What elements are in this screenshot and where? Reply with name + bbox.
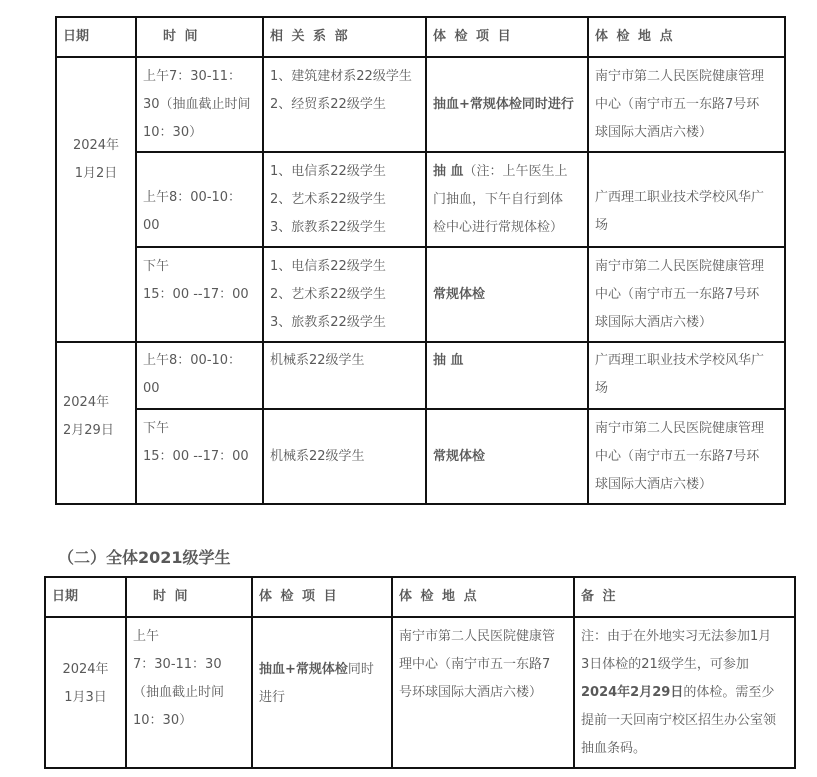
exam-location-cell: 南宁市第二人民医院健康管理 中心（南宁市五一东路7号环 球国际大酒店六楼） [588,409,785,504]
department-cell: 机械系22级学生 [263,342,426,409]
exam-location-cell: 南宁市第二人民医院健康管理 中心（南宁市五一东路7号环 球国际大酒店六楼） [588,57,785,152]
header-date: 日期 [45,577,126,617]
exam-location-cell: 广西理工职业技术学校风华广 场 [588,342,785,409]
header-exam-location: 体 检 地 点 [392,577,574,617]
table-row [56,57,785,152]
header-exam-item: 体 检 项 目 [426,17,588,57]
header-department: 相 关 系 部 [263,17,426,57]
exam-location-cell: 南宁市第二人民医院健康管 理中心（南宁市五一东路7 号环球国际大酒店六楼） [392,617,574,768]
department-cell: 1、电信系22级学生 2、艺术系22级学生 3、旅教系22级学生 [263,247,426,342]
date-cell: 2024年 1月2日 [56,57,136,342]
table-row [56,342,785,409]
time-cell: 上午7：30-11： 30（抽血截止时间 10：30） [136,57,263,152]
exam-item-cell: 常规体检 [426,247,588,342]
time-cell: 下午 15：00 --17：00 [136,247,263,342]
date-cell: 2024年 1月3日 [45,617,126,768]
time-cell: 上午8：00-10： 00 [136,342,263,409]
exam-item-cell: 常规体检 [426,409,588,504]
highlighted-date: 2024年2月29日 [581,685,684,700]
header-exam-item: 体 检 项 目 [252,577,392,617]
table-row [56,152,785,247]
header-exam-location: 体 检 地 点 [588,17,785,57]
schedule-table-2021 [44,576,796,769]
header-remarks: 备 注 [574,577,795,617]
table-row [45,617,795,768]
department-cell: 1、电信系22级学生 2、艺术系22级学生 3、旅教系22级学生 [263,152,426,247]
exam-item-cell: 抽血+常规体检同时进行 [426,57,588,152]
exam-location-cell: 南宁市第二人民医院健康管理 中心（南宁市五一东路7号环 球国际大酒店六楼） [588,247,785,342]
remarks-cell: 注：由于在外地实习无法参加1月 3日体检的21级学生，可参加 2024年2月29日的体检。需至少 提前一天回南宁校区招生办公室领 抽血条码。 [574,617,795,768]
table-header-row [56,17,785,57]
date-cell: 2024年 2月29日 [56,342,136,504]
header-time: 时 间 [126,577,252,617]
exam-item-cell: 抽 血（注：上午医生上 门抽血，下午自行到体 检中心进行常规体检） [426,152,588,247]
department-cell: 机械系22级学生 [263,409,426,504]
schedule-table-2022 [55,16,786,505]
header-time: 时 间 [136,17,263,57]
table-row [56,247,785,342]
exam-location-cell: 广西理工职业技术学校风华广 场 [588,152,785,247]
table-header-row [45,577,795,617]
time-cell: 上午8：00-10： 00 [136,152,263,247]
table-row [56,409,785,504]
time-cell: 上午 7：30-11：30 （抽血截止时间 10：30） [126,617,252,768]
department-cell: 1、建筑建材系22级学生 2、经贸系22级学生 [263,57,426,152]
header-date: 日期 [56,17,136,57]
time-cell: 下午 15：00 --17：00 [136,409,263,504]
section-heading-2021: （二）全体2021级学生 [58,548,231,567]
exam-item-cell: 抽血+常规体检同时 进行 [252,617,392,768]
exam-item-cell: 抽 血 [426,342,588,409]
